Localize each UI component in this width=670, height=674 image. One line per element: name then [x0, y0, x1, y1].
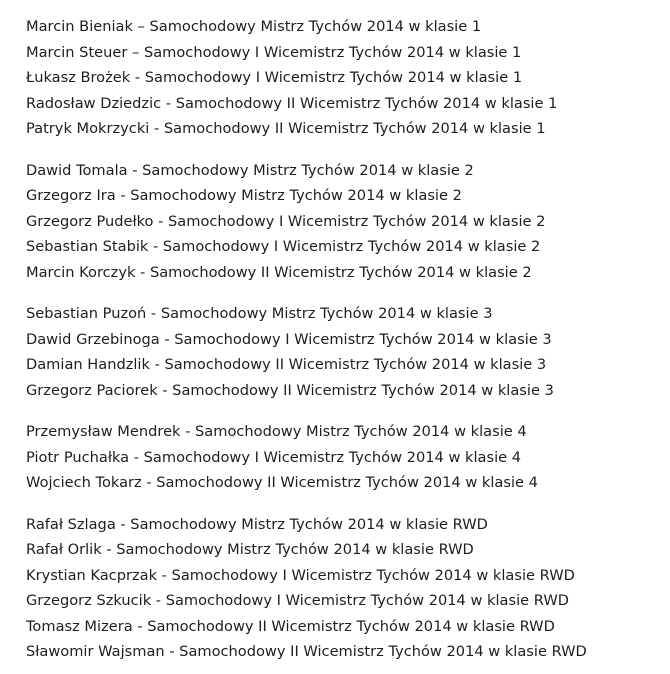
class-1-results [26, 14, 660, 142]
result-line: Dawid Grzebinoga - Samochodowy I Wicemistrz Tychów 2014 w klasie 3 [26, 330, 552, 348]
result-line: Grzegorz Szkucik - Samochodowy I Wicemistrz Tychów 2014 w klasie RWD [26, 592, 569, 609]
group-spacer [26, 496, 660, 512]
class-rwd-results [26, 512, 660, 665]
result-line: Łukasz Brożek - Samochodowy I Wicemistrz Tychów 2014 w klasie 1 [26, 69, 523, 86]
results-document [26, 14, 660, 665]
class-2-results [26, 158, 660, 286]
result-line: Wojciech Tokarz - Samochodowy II Wicemistrz Tychów 2014 w klasie 4 [26, 474, 538, 491]
result-line: Patryk Mokrzycki - Samochodowy II Wicemistrz Tychów 2014 w klasie 1 [26, 120, 546, 137]
result-line: Grzegorz Paciorek - Samochodowy II Wicemistrz Tychów 2014 w klasie 3 [26, 381, 554, 399]
result-line: Sławomir Wajsman - Samochodowy II Wicemistrz Tychów 2014 w klasie RWD [26, 643, 587, 660]
result-line: Sebastian Puzoń - Samochodowy Mistrz Tychów 2014 w klasie 3 [26, 305, 493, 322]
result-line: Rafał Szlaga - Samochodowy Mistrz Tychów 2014 w klasie RWD [26, 515, 488, 533]
result-line: Rafał Orlik - Samochodowy Mistrz Tychów 2014 w klasie RWD [26, 541, 474, 558]
result-line: Radosław Dziedzic - Samochodowy II Wicemistrz Tychów 2014 w klasie 1 [26, 94, 558, 112]
result-line: Dawid Tomala - Samochodowy Mistrz Tychów 2014 w klasie 2 [26, 161, 474, 179]
result-line: Przemysław Mendrek - Samochodowy Mistrz Tychów 2014 w klasie 4 [26, 423, 527, 440]
result-line: Piotr Puchałka - Samochodowy I Wicemistrz Tychów 2014 w klasie 4 [26, 448, 522, 466]
result-line: Grzegorz Pudełko - Samochodowy I Wicemistrz Tychów 2014 w klasie 2 [26, 212, 546, 230]
result-line: Marcin Bieniak – Samochodowy Mistrz Tychów 2014 w klasie 1 [26, 18, 482, 35]
result-line: Krystian Kacprzak - Samochodowy I Wicemistrz Tychów 2014 w klasie RWD [26, 566, 575, 584]
result-line: Sebastian Stabik - Samochodowy I Wicemistrz Tychów 2014 w klasie 2 [26, 238, 541, 255]
result-line: Tomasz Mizera - Samochodowy II Wicemistrz Tychów 2014 w klasie RWD [26, 617, 555, 635]
result-line: Grzegorz Ira - Samochodowy Mistrz Tychów 2014 w klasie 2 [26, 187, 462, 204]
result-line: Damian Handzlik - Samochodowy II Wicemistrz Tychów 2014 w klasie 3 [26, 356, 547, 373]
result-line: Marcin Korczyk - Samochodowy II Wicemistrz Tychów 2014 w klasie 2 [26, 263, 532, 281]
class-3-results [26, 301, 660, 403]
group-spacer [26, 403, 660, 419]
result-line: Marcin Steuer – Samochodowy I Wicemistrz Tychów 2014 w klasie 1 [26, 43, 522, 61]
group-spacer [26, 142, 660, 158]
group-spacer [26, 285, 660, 301]
class-4-results [26, 419, 660, 496]
